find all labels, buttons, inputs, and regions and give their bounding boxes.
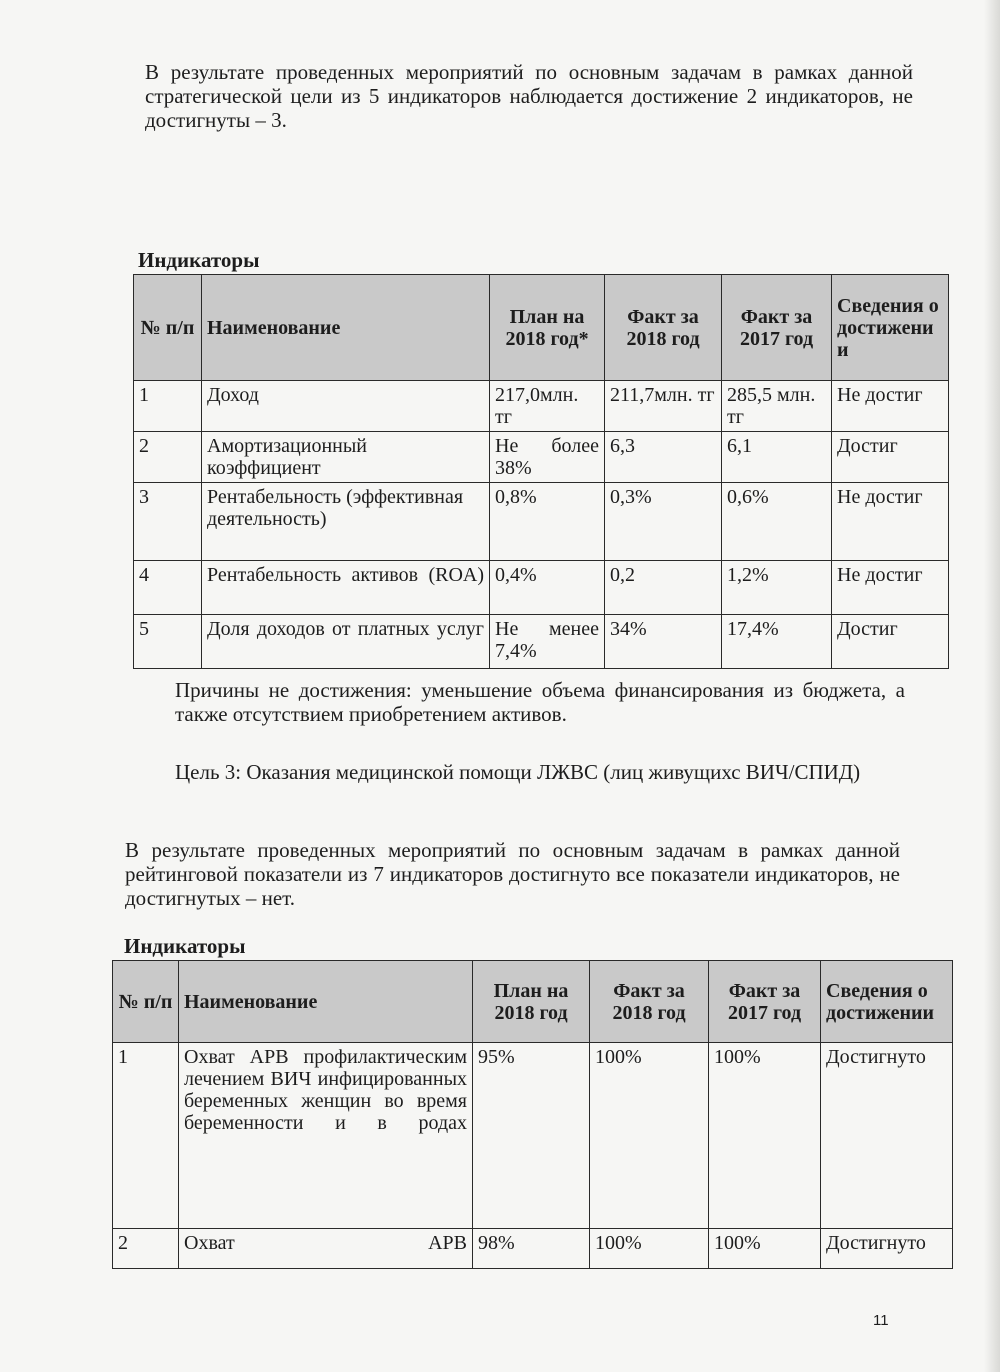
row-status: Не достиг	[832, 483, 949, 561]
table1-col-fact2018: Факт за 2018 год	[605, 275, 722, 381]
table2-col-status: Сведения о достижении	[821, 961, 953, 1043]
indicators-table-1	[133, 274, 949, 669]
row-fact2018: 100%	[590, 1229, 709, 1269]
table-row	[134, 381, 949, 432]
row-fact2017: 0,6%	[722, 483, 832, 561]
row-num: 5	[134, 615, 202, 669]
row-plan: 0,4%	[490, 561, 605, 615]
row-num: 3	[134, 483, 202, 561]
row-name: Рентабельность активов (ROA)	[202, 561, 490, 615]
row-num: 1	[134, 381, 202, 432]
second-paragraph: В результате проведенных мероприятий по основным задачам в рамках данной рейтинговой показатели из 7 индикаторов достигнуто все показатели индикаторов, не достигнутых – нет.	[125, 838, 900, 910]
scan-page-edge	[984, 0, 1000, 1372]
row-plan: Не менее 7,4%	[490, 615, 605, 669]
row-name: Охват АРВ	[179, 1229, 473, 1269]
row-num: 2	[113, 1229, 179, 1269]
row-num: 1	[113, 1043, 179, 1229]
row-fact2017: 1,2%	[722, 561, 832, 615]
row-status: Достиг	[832, 432, 949, 483]
row-status: Не достиг	[832, 381, 949, 432]
page-number: 11	[873, 1312, 889, 1329]
row-num: 2	[134, 432, 202, 483]
table2-col-plan: План на 2018 год	[473, 961, 590, 1043]
table-row	[134, 561, 949, 615]
row-status: Не достиг	[832, 561, 949, 615]
row-fact2018: 0,3%	[605, 483, 722, 561]
row-status: Достигнуто	[821, 1229, 953, 1269]
table-row	[134, 483, 949, 561]
table-row	[134, 432, 949, 483]
row-fact2017: 17,4%	[722, 615, 832, 669]
row-num: 4	[134, 561, 202, 615]
table1-header-row	[134, 275, 949, 381]
row-name: Амортизационный коэффициент	[202, 432, 490, 483]
row-plan: 217,0млн. тг	[490, 381, 605, 432]
row-fact2017: 100%	[709, 1229, 821, 1269]
row-name: Рентабельность (эффективная деятельность)	[202, 483, 490, 561]
row-name: Доход	[202, 381, 490, 432]
table1-col-name: Наименование	[202, 275, 490, 381]
table2-heading: Индикаторы	[124, 934, 246, 958]
table2-col-fact2018: Факт за 2018 год	[590, 961, 709, 1043]
table-row	[113, 1229, 953, 1269]
table2-col-num: № п/п	[113, 961, 179, 1043]
row-fact2018: 100%	[590, 1043, 709, 1229]
reasons-paragraph: Причины не достижения: уменьшение объема финансирования из бюджета, а также отсутствием приобретением активов.	[175, 678, 905, 726]
row-status: Достигнуто	[821, 1043, 953, 1229]
table2-col-fact2017: Факт за 2017 год	[709, 961, 821, 1043]
row-plan: 95%	[473, 1043, 590, 1229]
row-status: Достиг	[832, 615, 949, 669]
table1-col-plan: План на 2018 год*	[490, 275, 605, 381]
row-fact2017: 100%	[709, 1043, 821, 1229]
row-fact2018: 0,2	[605, 561, 722, 615]
row-fact2018: 6,3	[605, 432, 722, 483]
table-row	[134, 615, 949, 669]
indicators-table-2	[112, 960, 953, 1269]
intro-paragraph: В результате проведенных мероприятий по основным задачам в рамках данной стратегической цели из 5 индикаторов наблюдается достижение 2 индикаторов, не достигнуты – 3.	[145, 60, 913, 132]
table-row	[113, 1043, 953, 1229]
row-plan: Не более 38%	[490, 432, 605, 483]
row-plan: 0,8%	[490, 483, 605, 561]
goal-paragraph: Цель 3: Оказания медицинской помощи ЛЖВС (лиц живущихс ВИЧ/СПИД)	[175, 760, 861, 784]
row-fact2017: 6,1	[722, 432, 832, 483]
row-plan: 98%	[473, 1229, 590, 1269]
table1-col-num: № п/п	[134, 275, 202, 381]
table1-heading: Индикаторы	[138, 248, 260, 272]
row-fact2017: 285,5 млн. тг	[722, 381, 832, 432]
row-fact2018: 34%	[605, 615, 722, 669]
table1-col-fact2017: Факт за 2017 год	[722, 275, 832, 381]
table2-col-name: Наименование	[179, 961, 473, 1043]
row-name: Охват АРВ профилактическим лечением ВИЧ инфицированных беременных женщин во время беременности и в родах	[179, 1043, 473, 1229]
row-name: Доля доходов от платных услуг	[202, 615, 490, 669]
table2-header-row	[113, 961, 953, 1043]
row-fact2018: 211,7млн. тг	[605, 381, 722, 432]
table1-col-status: Сведения о достижении	[832, 275, 949, 381]
